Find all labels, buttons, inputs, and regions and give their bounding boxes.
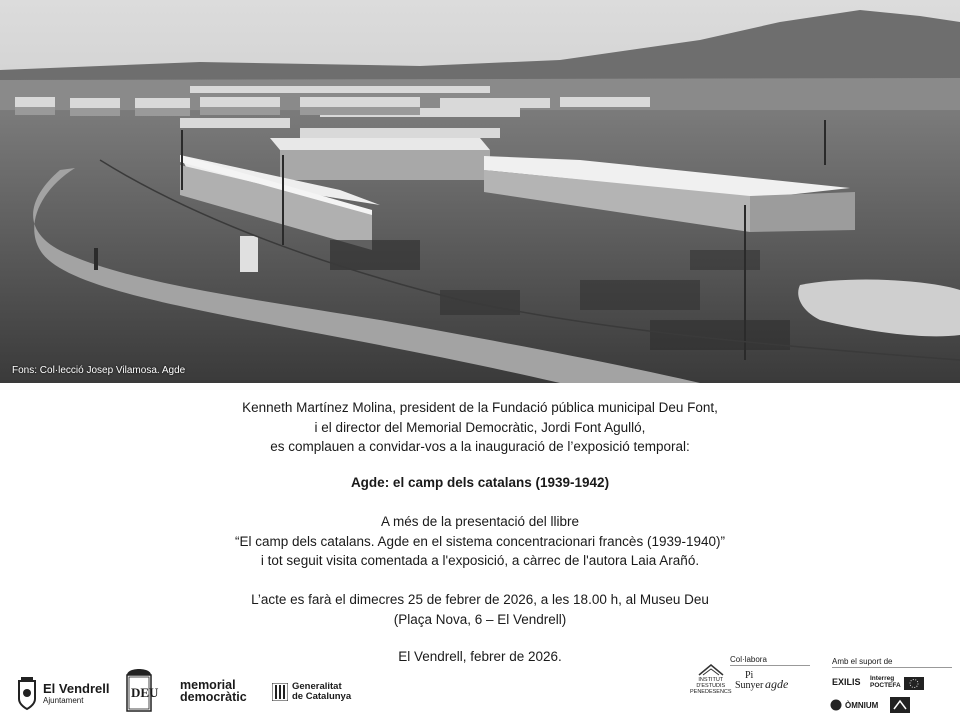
agde-logo: agde bbox=[765, 677, 789, 691]
collabora-divider bbox=[730, 665, 810, 666]
intro-block bbox=[0, 398, 960, 457]
memorial-line-1: memorial bbox=[180, 678, 236, 692]
exhibition-title: Agde: el camp dels catalans (1939-1942) bbox=[350, 475, 610, 490]
partner-emblem-logo bbox=[890, 697, 910, 713]
interreg-line-2: POCTEFA bbox=[870, 682, 901, 689]
institut-estudis-penedesencs-logo bbox=[690, 661, 732, 695]
institut-line-2: D'ESTUDIS bbox=[696, 683, 726, 689]
intro-line-1: Kenneth Martínez Molina, president de la Fundació pública municipal Deu Font, bbox=[242, 400, 718, 415]
collabora-label: Col·labora bbox=[730, 655, 767, 664]
el-vendrell-sub: Ajuntament bbox=[43, 696, 84, 705]
event-line-2: (Plaça Nova, 6 – El Vendrell) bbox=[393, 611, 567, 627]
generalitat-line-2: de Catalunya bbox=[292, 691, 352, 702]
omnium-name: ÒMNIUM bbox=[845, 700, 879, 710]
generalitat-logo bbox=[272, 682, 351, 702]
interreg-poctefa-logo bbox=[870, 675, 901, 689]
book-line-3: i tot seguit visita comentada a l'exposició, a càrrec de l'autora Laia Arañó. bbox=[260, 553, 700, 568]
institut-line-1: INSTITUT bbox=[698, 677, 724, 683]
intro-line-2: i el director del Memorial Democràtic, Jordi Font Agulló, bbox=[314, 419, 646, 435]
deu-logo bbox=[124, 663, 159, 713]
memorial-line-2: democràtic bbox=[180, 690, 247, 704]
logo-bar bbox=[0, 655, 960, 720]
partner-emblem-icon bbox=[890, 697, 910, 713]
memorial-democratic-logo bbox=[180, 679, 247, 703]
suport-divider bbox=[832, 667, 952, 668]
event-block bbox=[0, 590, 960, 629]
omnium-logo bbox=[830, 699, 878, 711]
el-vendrell-logo bbox=[15, 675, 109, 711]
intro-line-3: es complauen a convidar-vos a la inauguració de l’exposició temporal: bbox=[270, 439, 690, 454]
generalitat-line-1: Generalitat bbox=[292, 681, 342, 692]
event-line-1: L’acte es farà el dimecres 25 de febrer de 2026, a les 18.00 h, al Museu Deu bbox=[251, 592, 709, 607]
suport-label: Amb el suport de bbox=[832, 657, 893, 666]
eu-flag-logo bbox=[904, 677, 924, 690]
interreg-line-1: Interreg bbox=[870, 675, 895, 682]
institut-book-icon bbox=[697, 661, 725, 677]
deu-mark: DEU bbox=[131, 685, 159, 700]
pi-sunyer-logo: Pi Sunyer bbox=[735, 670, 764, 691]
photo-credit: Fons: Col·lecció Josep Vilamosa. Agde bbox=[12, 365, 186, 376]
book-line-1: A més de la presentació del llibre bbox=[380, 514, 580, 529]
omnium-circle-icon bbox=[830, 699, 842, 711]
book-line-2: “El camp dels catalans. Agde en el sistema concentracionari francès (1939-1940)” bbox=[234, 533, 725, 549]
generalitat-flag-icon bbox=[272, 683, 288, 701]
institut-line-3: PENEDESENCS bbox=[690, 689, 732, 695]
eu-flag-icon bbox=[904, 677, 924, 690]
exilis-logo: EXILIS bbox=[832, 677, 861, 687]
el-vendrell-shield-icon bbox=[15, 675, 39, 711]
el-vendrell-name: El Vendrell bbox=[43, 681, 110, 696]
closing-line: El Vendrell, febrer de 2026. bbox=[398, 649, 562, 664]
book-block bbox=[0, 512, 960, 571]
